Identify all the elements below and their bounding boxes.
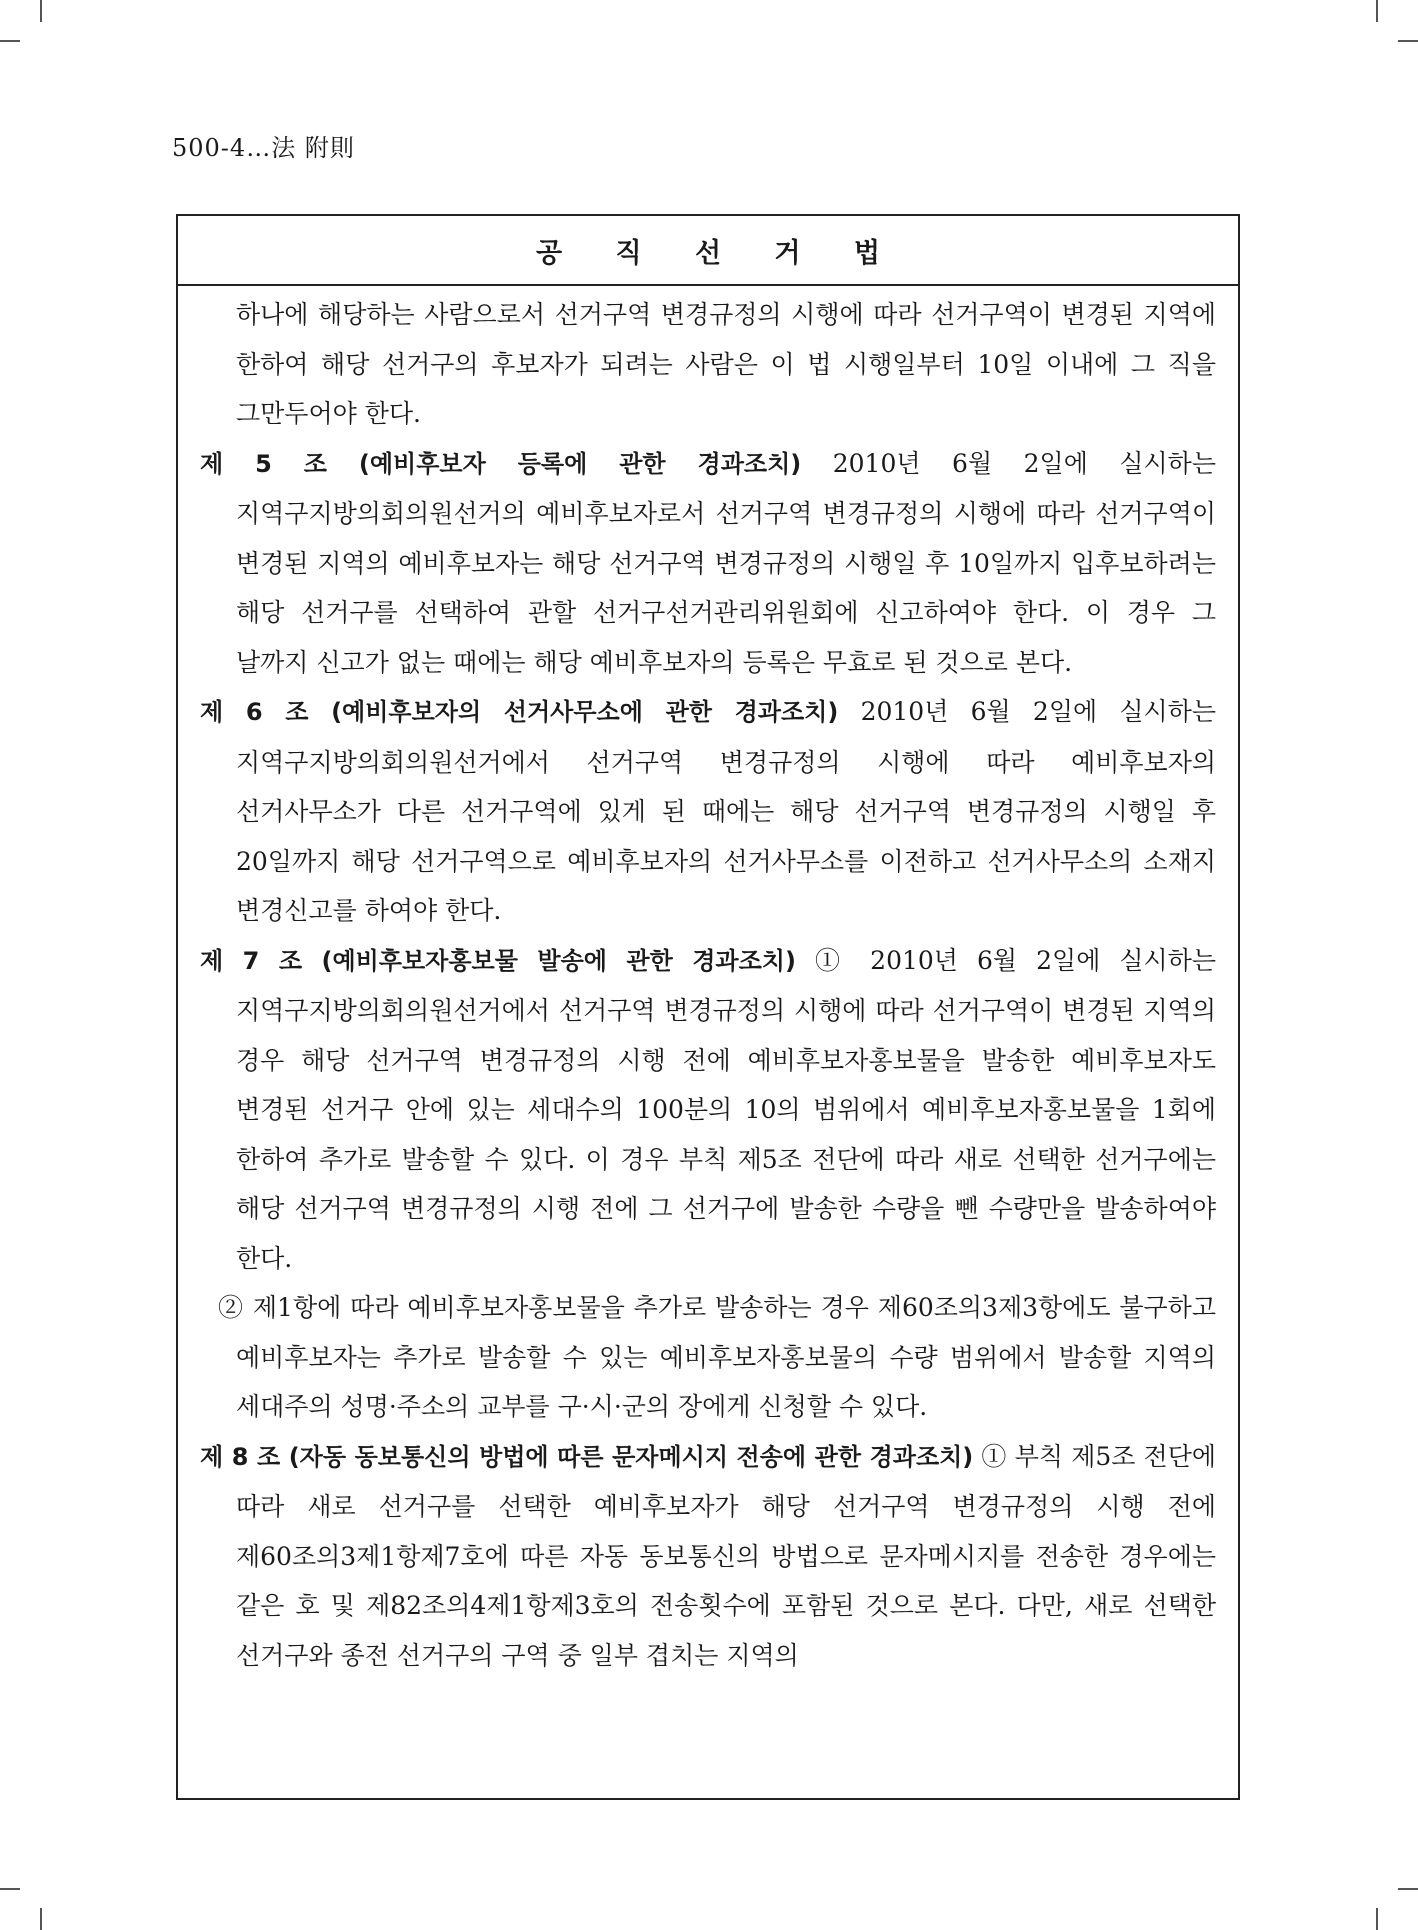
article-heading: 제 5 조 (예비후보자 등록에 관한 경과조치) (200, 449, 802, 478)
article-6 (200, 687, 1216, 936)
article-heading: 제 6 조 (예비후보자의 선거사무소에 관한 경과조치) (200, 698, 839, 726)
crop-mark (1376, 1908, 1378, 1930)
article-text: ① 2010년 6월 2일에 실시하는 지역구지방의회의원선거에서 선거구역 변경규정의 시행에 따라 선거구역이 변경된 지역의 경우 해당 선거구역 변경규정의 시행 전에 예비후보자홍보물을 발송한 예비후보자도 변경된 선거구 안에 있는 세대수의 100분의 10의 범위에서 예비후보자홍보물을 1회에 한하여 추가로 발송할 수 있다. 이 경우 부칙 제5조 전단에 따라 새로 선택한 선거구에는 해당 선거구역 변경규정의 시행 전에 그 선거구에 발송한 수량을 뺀 수량만을 발송하여야 한다. (236, 945, 1217, 1273)
law-body (178, 286, 1238, 1680)
intro-paragraph: 하나에 해당하는 사람으로서 선거구역 변경규정의 시행에 따라 선거구역이 변경된 지역에 한하여 해당 선거구의 후보자가 되려는 사람은 이 법 시행일부터 10일 이내에 그 직을 그만두어야 한다. (236, 300, 1216, 428)
article-text: ② 제1항에 따라 예비후보자홍보물을 추가로 발송하는 경우 제60조의3제3항에도 불구하고 예비후보자는 추가로 발송할 수 있는 예비후보자홍보물의 수량 범위에서 발송할 지역의 세대주의 성명·주소의 교부를 구·시·군의 장에게 신청할 수 있다. (218, 1293, 1216, 1421)
crop-mark (0, 1888, 20, 1890)
article-text: 2010년 6월 2일에 실시하는 지역구지방의회의원선거에서 선거구역 변경규정의 시행에 따라 예비후보자의 선거사무소가 다른 선거구역에 있게 된 때에는 해당 선거구역 변경규정의 시행일 후 20일까지 해당 선거구역으로 예비후보자의 선거사무소를 이전하고 선거사무소의 소재지 변경신고를 하여야 한다. (236, 697, 1216, 925)
crop-mark (0, 40, 20, 42)
article-7-paragraph-2 (200, 1283, 1216, 1432)
article-text: ① 부칙 제5조 전단에 따라 새로 선거구를 선택한 예비후보자가 해당 선거구역 변경규정의 시행 전에 제60조의3제1항제7호에 따른 자동 동보통신의 방법으로 문자메시지를 전송한 경우에는 같은 호 및 제82조의4제1항제3호의 전송횟수에 포함된 것으로 본다. 다만, 새로 선택한 선거구와 종전 선거구의 구역 중 일부 겹치는 지역의 (236, 1441, 1216, 1670)
crop-mark (1376, 0, 1378, 22)
crop-mark (1398, 40, 1418, 42)
article-5 (200, 439, 1216, 688)
box-title: 공 직 선 거 법 (535, 237, 902, 269)
crop-mark (1398, 1888, 1418, 1890)
article-7 (200, 936, 1216, 1284)
article-8 (200, 1432, 1216, 1681)
law-box (176, 214, 1240, 1800)
page-header: 500-4…法 附則 (172, 134, 355, 162)
article-heading: 제 8 조 (자동 동보통신의 방법에 따른 문자메시지 전송에 관한 경과조치) (200, 1442, 974, 1471)
article-text: 2010년 6월 2일에 실시하는 지역구지방의회의원선거의 예비후보자로서 선거구역 변경규정의 시행에 따라 선거구역이 변경된 지역의 예비후보자는 해당 선거구역 변경규정의 시행일 후 10일까지 입후보하려는 해당 선거구를 선택하여 관할 선거구선거관리위원회에 신고하여야 한다. 이 경우 그 날까지 신고가 없는 때에는 해당 예비후보자의 등록은 무효로 된 것으로 본다. (236, 448, 1216, 677)
article-heading: 제 7 조 (예비후보자홍보물 발송에 관한 경과조치) (200, 946, 796, 975)
crop-mark (40, 1908, 42, 1930)
title-row (178, 216, 1238, 286)
crop-mark (40, 0, 42, 22)
